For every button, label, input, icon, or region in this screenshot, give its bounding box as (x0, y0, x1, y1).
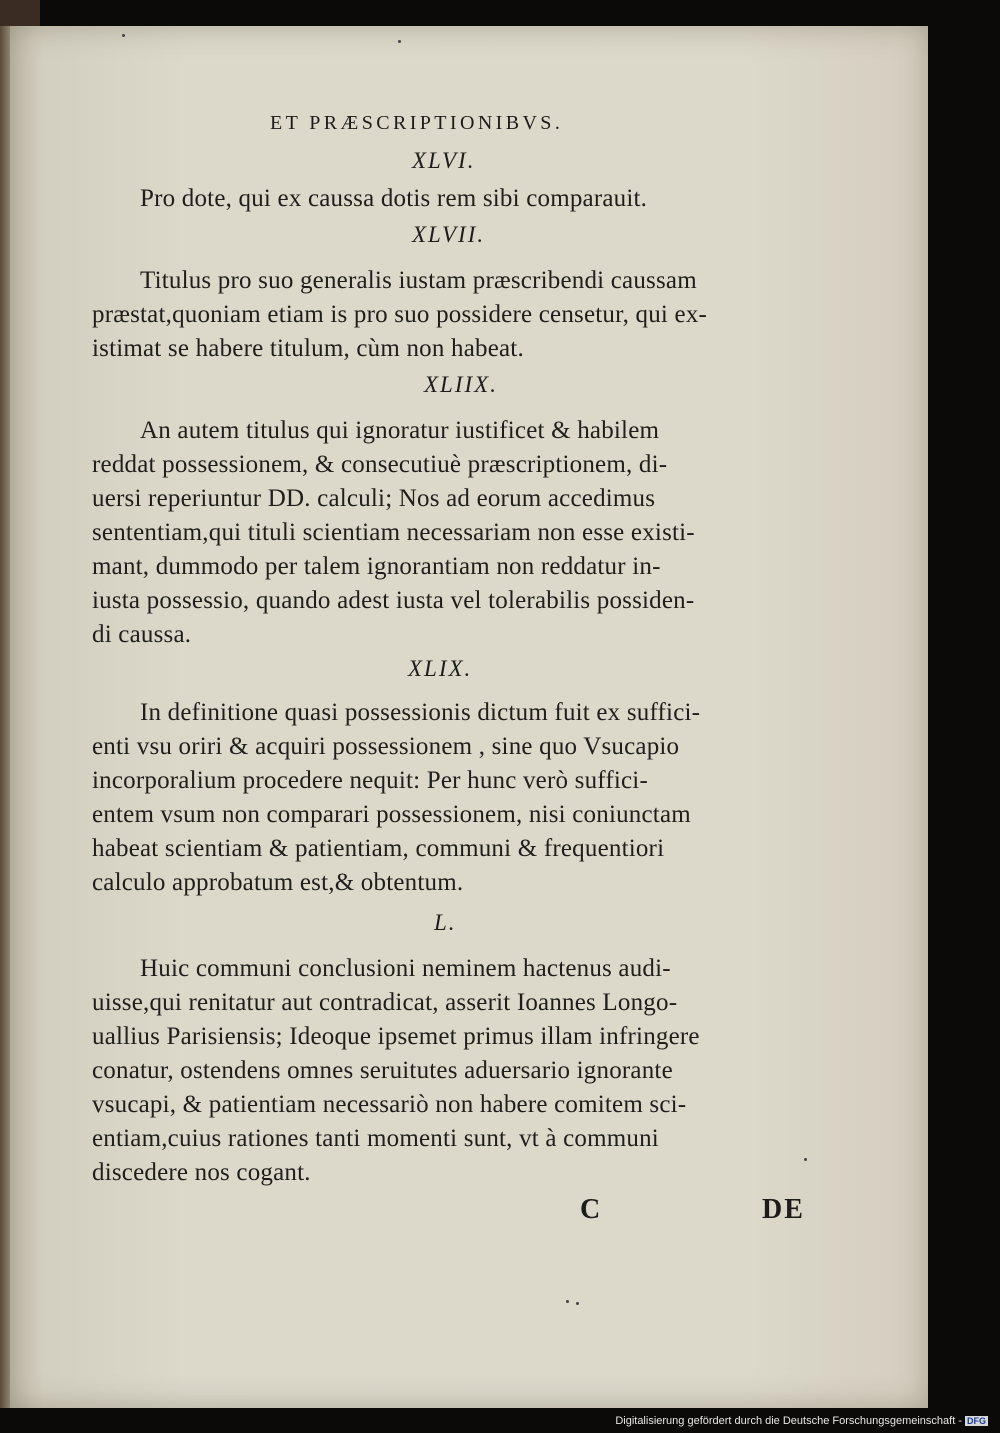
text-line: An autem titulus qui ignoratur iustificet & habilem (140, 417, 660, 444)
paper-speck (122, 34, 125, 37)
section-number: XLIIX. (424, 372, 498, 397)
text-line: reddat possessionem, & consecutiuè præscriptionem, di- (92, 451, 668, 478)
text-line: habeat scientiam & patientiam, communi & frequentiori (92, 835, 665, 862)
section-number: L. (434, 910, 457, 935)
text-line: calculo approbatum est,& obtentum. (92, 869, 464, 896)
text-line: enti vsu oriri & acquiri possessionem , sine quo Vsucapio (92, 733, 680, 760)
text-line: entiam,cuius rationes tanti momenti sunt, vt à communi (92, 1125, 659, 1152)
text-line: uisse,qui renitatur aut contradicat, asserit Ioannes Longo- (92, 989, 678, 1016)
paper-speck (804, 1158, 807, 1161)
dfg-logo: DFG (967, 1416, 986, 1427)
running-head: ET PRÆSCRIPTIONIBVS. (270, 112, 564, 134)
digitization-credit (615, 1415, 988, 1427)
paper-speck (576, 1302, 579, 1305)
text-line: vsucapi, & patientiam necessariò non habere comitem sci- (92, 1091, 687, 1118)
catchword: DE (762, 1194, 805, 1225)
credit-text: Digitalisierung gefördert durch die Deutsche Forschungsgemeinschaft - (615, 1415, 962, 1427)
text-line: præstat,quoniam etiam is pro suo possidere censetur, qui ex- (92, 301, 708, 328)
book-cover-corner (0, 0, 40, 26)
signature-mark: C (580, 1194, 603, 1225)
paper-speck (398, 40, 401, 43)
text-line: di caussa. (92, 621, 192, 648)
text-line: mant, dummodo per talem ignorantiam non reddatur in- (92, 553, 661, 580)
text-line: sententiam,qui tituli scientiam necessariam non esse existi- (92, 519, 695, 546)
text-line: uersi reperiuntur DD. calculi; Nos ad eorum accedimus (92, 485, 656, 512)
text-line: conatur, ostendens omnes seruitutes aduersario ignorante (92, 1057, 673, 1084)
text-line: iusta possessio, quando adest iusta vel tolerabilis possiden- (92, 587, 695, 614)
text-line: In definitione quasi possessionis dictum fuit ex suffici- (140, 699, 701, 726)
text-line: incorporalium procedere nequit: Per hunc verò suffici- (92, 767, 648, 794)
text-line: Titulus pro suo generalis iustam præscribendi caussam (140, 267, 697, 294)
section-number: XLIX. (408, 656, 473, 681)
paper-speck (566, 1300, 569, 1303)
text-line: discedere nos cogant. (92, 1159, 311, 1186)
section-number: XLVI. (412, 148, 476, 173)
page-gutter-edge (0, 26, 10, 1408)
text-line: istimat se habere titulum, cùm non habeat. (92, 335, 524, 362)
section-number: XLVII. (412, 222, 486, 247)
text-line: uallius Parisiensis; Ideoque ipsemet primus illam infringere (92, 1023, 700, 1050)
text-line: Pro dote, qui ex caussa dotis rem sibi comparauit. (140, 185, 648, 212)
text-line: entem vsum non comparari possessionem, nisi coniunctam (92, 801, 691, 828)
text-line: Huic communi conclusioni neminem hactenus audi- (140, 955, 671, 982)
